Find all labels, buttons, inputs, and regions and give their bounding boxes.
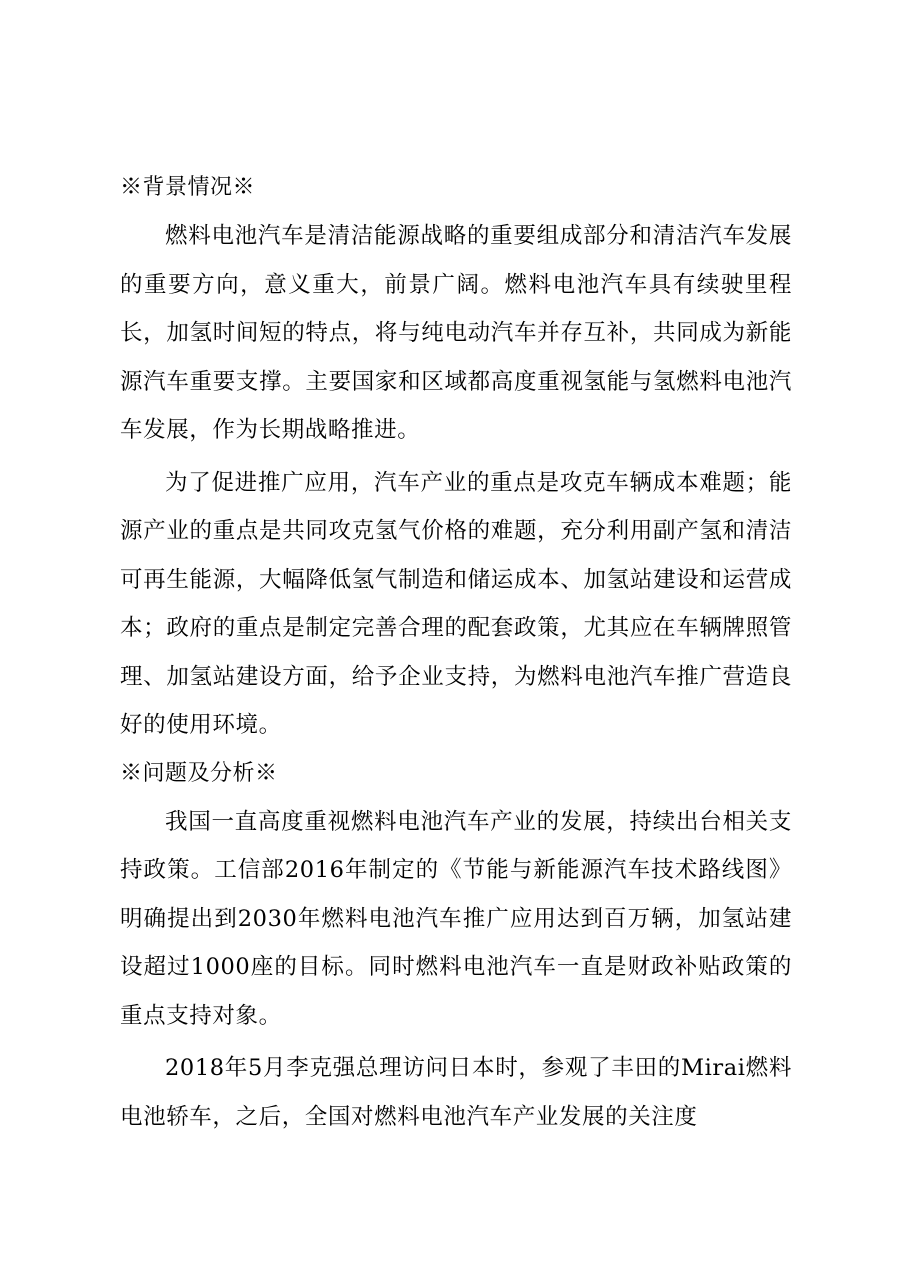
document-page	[120, 164, 792, 1141]
section-heading-analysis: ※问题及分析※	[120, 760, 278, 786]
paragraph-background-1: 燃料电池汽车是清洁能源战略的重要组成部分和清洁汽车发展的重要方向，意义重大，前景广阔。燃料电池汽车具有续驶里程长，加氢时间短的特点，将与纯电动汽车并存互补，共同成为新能源汽车重要支撑。主要国家和区域都高度重视氢能与氢燃料电池汽车发展，作为长期战略推进。	[120, 223, 792, 443]
section-heading-background: ※背景情况※	[120, 175, 256, 200]
paragraph-analysis-2: 2018年5月李克强总理访问日本时，参观了丰田的Mirai燃料电池轿车，之后，全国对燃料电池汽车产业发展的关注度	[120, 1055, 792, 1130]
paragraph-analysis-1: 我国一直高度重视燃料电池汽车产业的发展，持续出台相关支持政策。工信部2016年制定的《节能与新能源汽车技术路线图》明确提出到2030年燃料电池汽车推广应用达到百万辆，加氢站建设超过1000座的目标。同时燃料电池汽车一直是财政补贴政策的重点支持对象。	[120, 808, 792, 1029]
paragraph-background-2: 为了促进推广应用，汽车产业的重点是攻克车辆成本难题；能源产业的重点是共同攻克氢气价格的难题，充分利用副产氢和清洁可再生能源，大幅降低氢气制造和储运成本、加氢站建设和运营成本；政府的重点是制定完善合理的配套政策，尤其应在车辆牌照管理、加氢站建设方面，给予企业支持，为燃料电池汽车推广营造良好的使用环境。	[120, 469, 792, 738]
